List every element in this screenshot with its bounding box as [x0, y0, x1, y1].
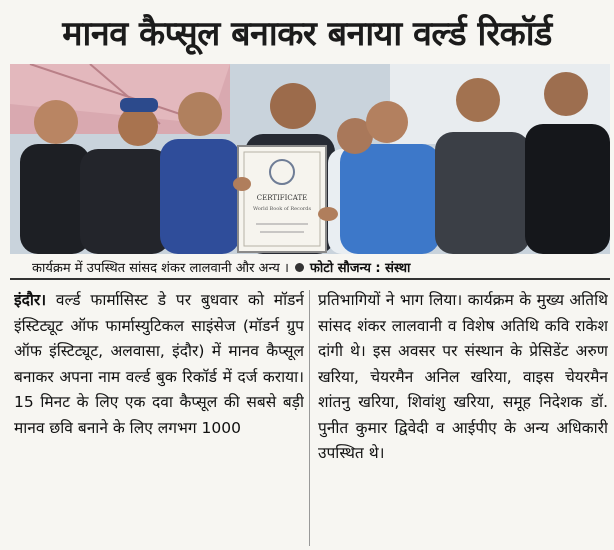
- headline: मानव कैप्सूल बनाकर बनाया वर्ल्ड रिकॉर्ड: [62, 14, 552, 54]
- photo-caption: [10, 256, 610, 280]
- article-text-right: प्रतिभागियों ने भाग लिया। कार्यक्रम के मुख्य अतिथि सांसद शंकर लालवानी व विशेष अतिथि कवि राकेश दांगी थे। इस अवसर पर संस्थान के प्रेसिडेंट अरुण खरिया, चेयरमैन अनिल खरिया, वाइस चेयरमैन शांतनु खरिया, शिवांशु खरिया, समूह निदेशक डॉ. पुनीत कुमार द्विवेदी व आईपीए के अन्य अधिकारी उपस्थित थे।: [318, 291, 608, 462]
- caption-text: कार्यक्रम में उपस्थित सांसद शंकर लालवानी और अन्य ।: [32, 261, 289, 276]
- photo-credit: फोटो सौजन्य : संस्था: [309, 261, 411, 276]
- article-text-left: वर्ल्ड फार्मासिस्ट डे पर बुधवार को मॉडर्न इंस्टिट्यूट ऑफ फार्मास्युटिकल साइंसेज (मॉडर्न ग्रुप ऑफ इंस्टिट्यूट, अलवासा, इंदौर) में मानव कैप्सूल बनाकर अपना नाम वर्ल्ड बुक रिकॉर्ड में दर्ज कराया। 15 मिनट के लिए एक दवा कैप्सूल की सबसे बड़ी मानव छवि बनाने के लिए लगभग 1000: [14, 291, 304, 437]
- certificate-title: CERTIFICATE: [256, 194, 308, 202]
- column-divider: [309, 290, 310, 546]
- dateline: इंदौर।: [14, 291, 47, 309]
- bullet-icon: [295, 263, 304, 272]
- article-column-right: [318, 288, 608, 550]
- group-photo-illustration: [10, 64, 610, 254]
- news-photo: [10, 64, 610, 254]
- certificate-subtitle: World Book of Records: [252, 206, 312, 212]
- article-column-left: [14, 288, 304, 550]
